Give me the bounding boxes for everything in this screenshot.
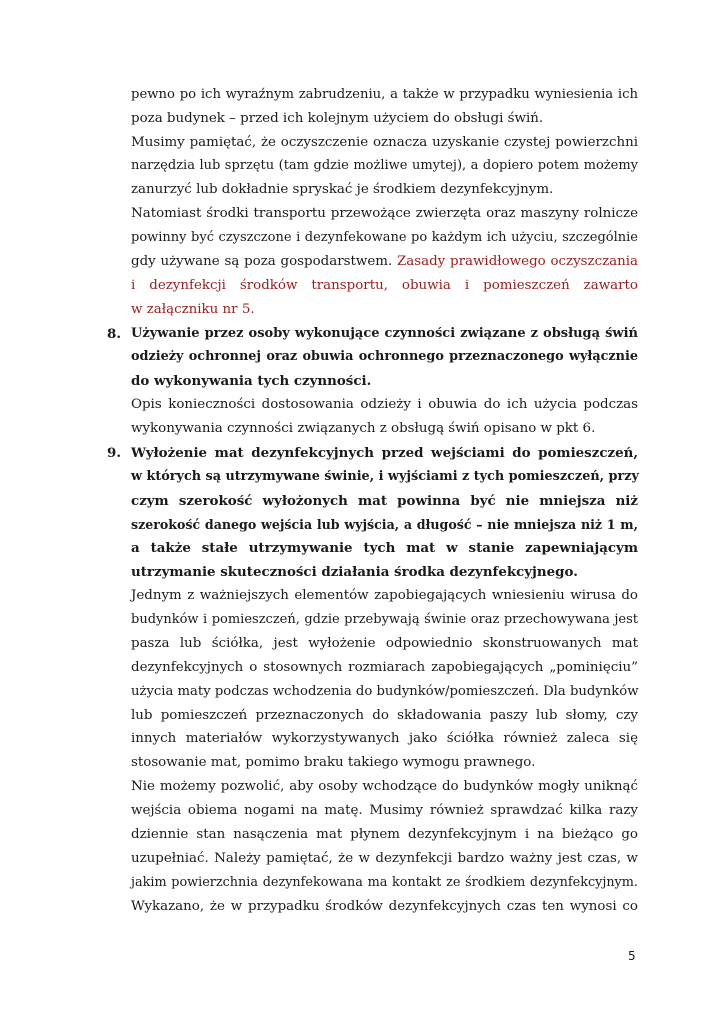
text-line: uzupełniać. Należy pamiętać, że w dezynfekcji bardzo ważny jest czas, w: [131, 851, 638, 866]
text-line: innych materiałów wykorzystywanych jako ściółka również zaleca się: [131, 731, 638, 746]
text-line-mixed: [131, 253, 638, 271]
text-line: lub pomieszczeń przeznaczonych do składowania paszy lub słomy, czy: [131, 708, 638, 723]
item-heading-line: odzieży ochronnej oraz obuwia ochronnego przeznaczonego wyłącznie: [131, 349, 638, 364]
text-line: Opis konieczności dostosowania odzieży i obuwia do ich użycia podczas: [131, 397, 638, 412]
text-line: stosowanie mat, pomimo braku takiego wymogu prawnego.: [131, 755, 536, 770]
text-line: jakim powierzchnia dezynfekowana ma kontakt ze środkiem dezynfekcyjnym.: [131, 875, 638, 890]
text-line: dziennie stan nasączenia mat płynem dezynfekcyjnym i na bieżąco go: [131, 827, 638, 842]
red-highlight-text: Zasady prawidłowego oczyszczania: [396, 254, 638, 269]
item-heading-line: Używanie przez osoby wykonujące czynności związane z obsługą świń: [131, 326, 638, 341]
text-line: Nie możemy pozwolić, aby osoby wchodzące do budynków mogły uniknąć: [131, 779, 638, 794]
text-line: poza budynek – przed ich kolejnym użyciem do obsługi świń.: [131, 111, 544, 126]
item-heading-line: w których są utrzymywane świnie, i wyjściami z tych pomieszczeń, przy: [131, 469, 639, 484]
text-line: pewno po ich wyraźnym zabrudzeniu, a także w przypadku wyniesienia ich: [131, 87, 638, 102]
item-heading-line: do wykonywania tych czynności.: [131, 373, 372, 389]
text-line: pasza lub ściółka, jest wyłożenie odpowiednio skonstruowanych mat: [131, 636, 638, 651]
list-number: 9.: [107, 445, 121, 461]
text-line: Musimy pamiętać, że oczyszczenie oznacza uzyskanie czystej powierzchni: [131, 135, 638, 150]
text-line: zanurzyć lub dokładnie spryskać je środkiem dezynfekcyjnym.: [131, 182, 554, 197]
red-highlight-text: i dezynfekcji środków transportu, obuwia i pomieszczeń zawarto: [131, 278, 638, 293]
item-heading-line: czym szerokość wyłożonych mat powinna być nie mniejsza niż: [131, 493, 638, 509]
item-heading-line: Wyłożenie mat dezynfekcyjnych przed wejściami do pomieszczeń,: [131, 445, 638, 461]
text-line: budynków i pomieszczeń, gdzie przebywają świnie oraz przechowywana jest: [131, 612, 638, 627]
page-number: 5: [628, 949, 636, 963]
text-line: dezynfekcyjnych o stosownych rozmiarach zapobiegających „pominięciu”: [131, 660, 638, 675]
text-line: powinny być czyszczone i dezynfekowane po każdym ich użyciu, szczególnie: [131, 230, 638, 245]
text-line: Natomiast środki transportu przewożące zwierzęta oraz maszyny rolnicze: [131, 206, 638, 221]
item-heading-line: utrzymanie skuteczności działania środka dezynfekcyjnego.: [131, 564, 578, 580]
text-span: gdy używane są poza gospodarstwem.: [131, 254, 397, 269]
list-number: 8.: [107, 326, 121, 342]
item-heading-line: szerokość danego wejścia lub wyjścia, a długość – nie mniejsza niż 1 m,: [131, 517, 638, 532]
text-line: wejścia obiema nogami na matę. Musimy również sprawdzać kilka razy: [131, 803, 638, 818]
item-heading-line: a także stałe utrzymywanie tych mat w stanie zapewniającym: [131, 540, 638, 556]
text-line: Jednym z ważniejszych elementów zapobiegających wniesieniu wirusa do: [131, 588, 638, 603]
text-line: Wykazano, że w przypadku środków dezynfekcyjnych czas ten wynosi co: [131, 899, 638, 914]
text-line: wykonywania czynności związanych z obsługą świń opisano w pkt 6.: [131, 421, 596, 436]
text-line: użycia maty podczas wchodzenia do budynków/pomieszczeń. Dla budynków: [131, 684, 639, 699]
red-highlight-text: w załączniku nr 5.: [131, 302, 255, 317]
text-line: narzędzia lub sprzętu (tam gdzie możliwe umytej), a dopiero potem możemy: [131, 158, 638, 173]
